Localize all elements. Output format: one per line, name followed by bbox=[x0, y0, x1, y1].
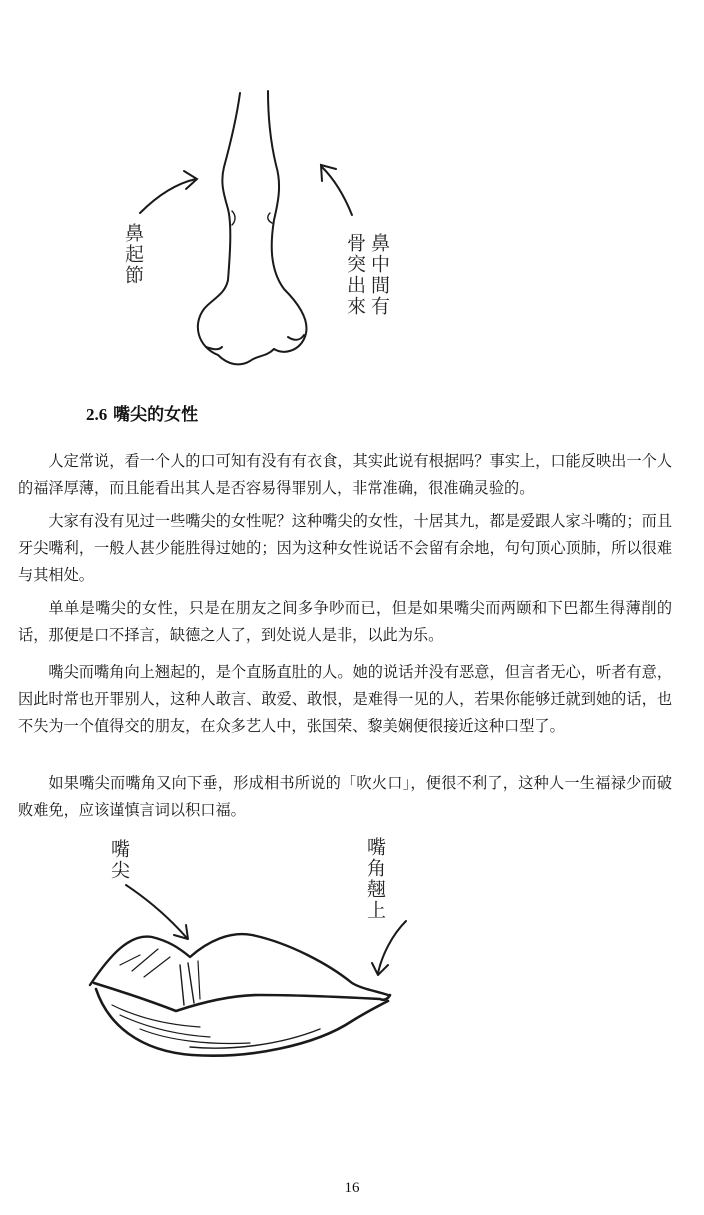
page-number: 16 bbox=[344, 1180, 360, 1196]
nose-label-left: 鼻起節 bbox=[122, 223, 144, 286]
lips-label-left: 嘴尖 bbox=[108, 839, 130, 881]
nose-drawing bbox=[100, 85, 420, 375]
paragraph: 嘴尖而嘴角向上翘起的，是个直肠直肚的人。她的说话并没有恶意，但言者无心，听者有意，因此时常也开罪别人，这种人敢言、敢爱、敢恨，是难得一见的人，若果你能够迁就到她的话，也不失为一个值得交的朋友，在众多艺人中，张国荣、黎美娴便很接近这种口型了。 bbox=[18, 663, 672, 736]
paragraph: 人定常说，看一个人的口可知有没有有衣食，其实此说有根据吗？事实上，口能反映出一个人的福泽厚薄，而且能看出其人是否容易得罪别人，非常准确，很准确灵验的。 bbox=[18, 452, 672, 498]
lips-illustration bbox=[80, 815, 420, 1145]
section-number: 2.6 bbox=[86, 405, 108, 424]
section-title-text: 嘴尖的女性 bbox=[113, 405, 199, 425]
nose-label-right-2: 骨突出來 bbox=[344, 233, 366, 317]
nose-illustration bbox=[100, 85, 420, 375]
section-heading bbox=[86, 400, 198, 425]
paragraph: 单单是嘴尖的女性，只是在朋友之间多争吵而已，但是如果嘴尖而两颐和下巴都生得薄削的话，那便是口不择言，缺德之人了，到处说人是非，以此为乐。 bbox=[18, 599, 672, 645]
lips-label-right: 嘴角翹上 bbox=[364, 837, 386, 921]
paragraph: 如果嘴尖而嘴角又向下垂，形成相书所说的「吹火口」，便很不利了，这种人一生福禄少而破败难免，应该谨慎言词以积口福。 bbox=[18, 774, 672, 820]
paragraph: 大家有没有见过一些嘴尖的女性呢？这种嘴尖的女性，十居其九，都是爱跟人家斗嘴的；而且牙尖嘴利，一般人甚少能胜得过她的；因为这种女性说话不会留有余地，句句顶心顶肺，所以很难与其相处。 bbox=[18, 512, 672, 585]
nose-label-right-1: 鼻中間有 bbox=[368, 233, 390, 317]
